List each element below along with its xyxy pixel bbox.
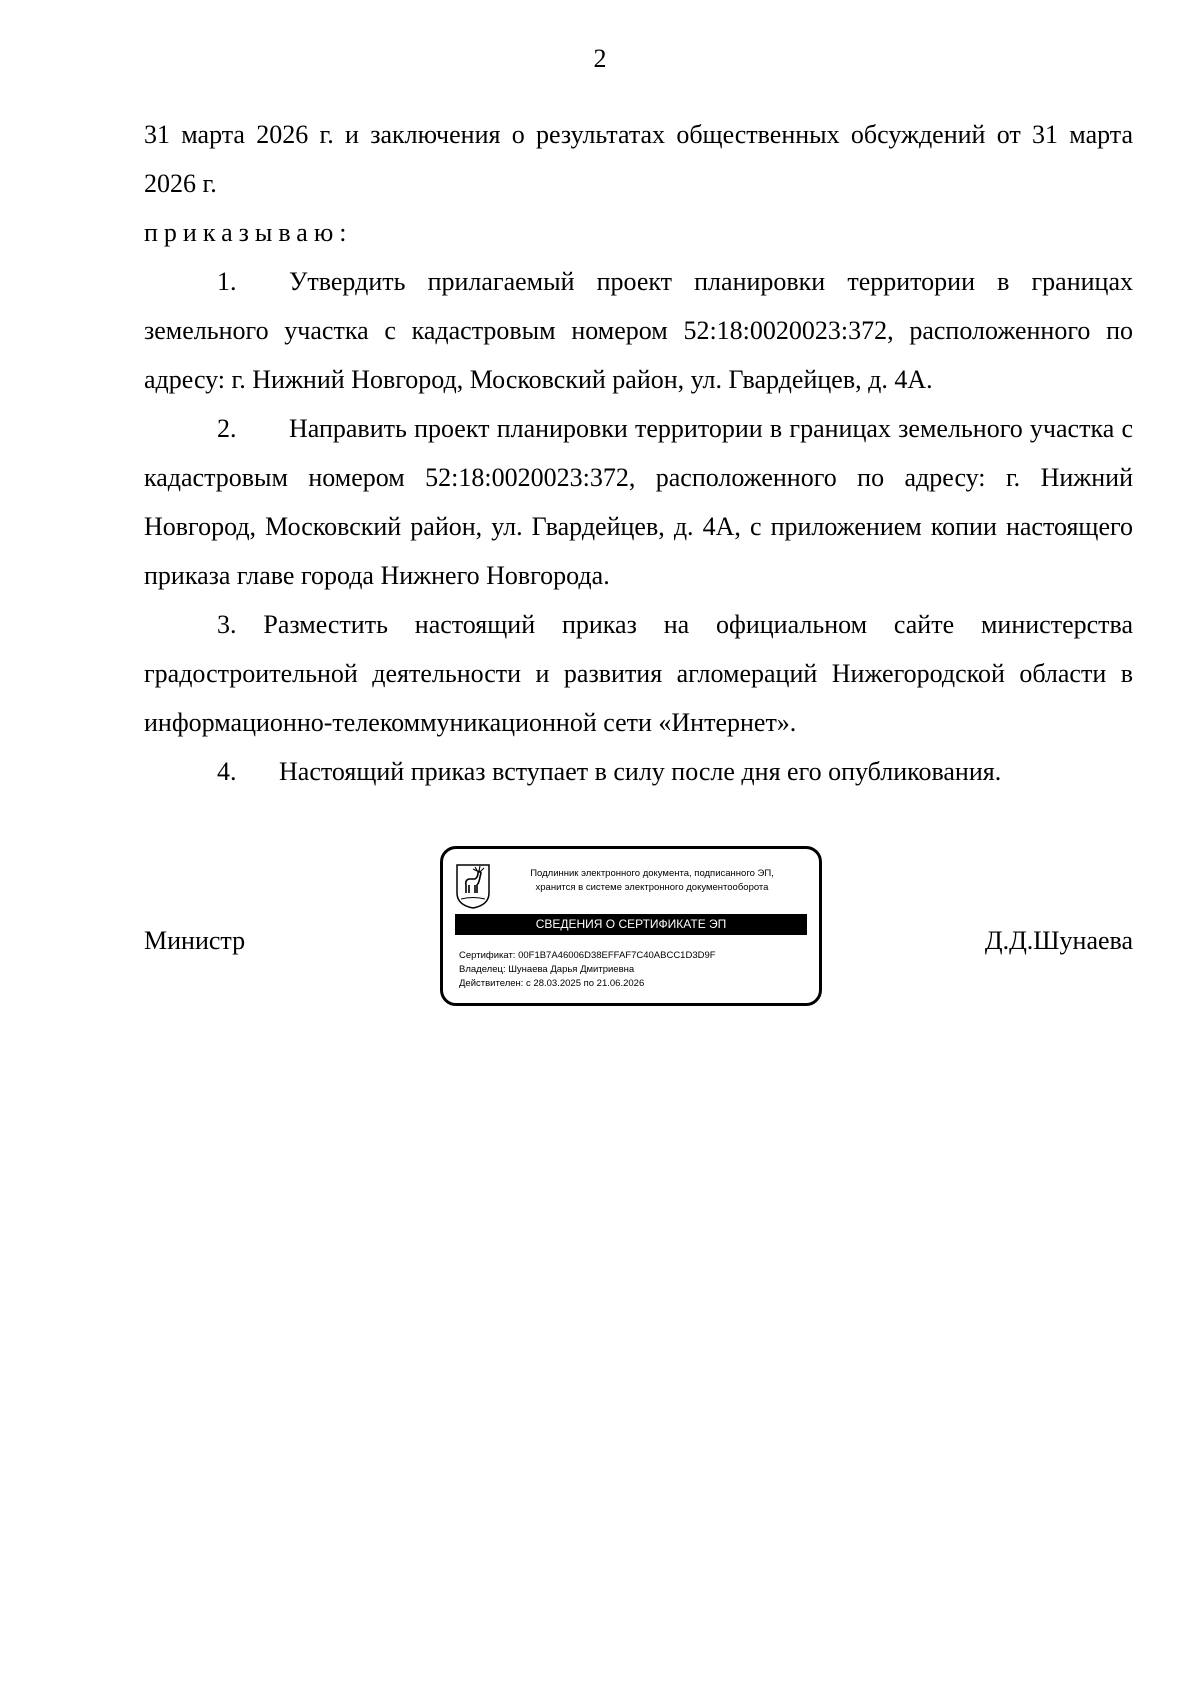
item-2-text: Направить проект планировки территории в границах земельного участка с кадастровым номером 52:18:0020023:372, расположенного по адресу: г. Нижний Новгород, Московский район, ул. Гвардейцев, д. 4А, с приложением копии настоящего приказа главе города Нижнего Новгорода.	[144, 414, 1133, 590]
stamp-header-line-2: хранится в системе электронного документооборота	[535, 882, 769, 893]
item-4-text: Настоящий приказ вступает в силу после дня его опубликования.	[279, 757, 1002, 786]
signer-name: Д.Д.Шунаева	[984, 926, 1133, 955]
page-number: 2	[593, 44, 607, 73]
item-4	[144, 747, 1133, 796]
certificate-owner: Владелец: Шунаева Дарья Дмитриевна	[459, 964, 635, 975]
intro-paragraph: 31 марта 2026 г. и заключения о результатах общественных обсуждений от 31 марта 2026 г.	[144, 120, 1133, 198]
item-1-number: 1.	[217, 267, 237, 296]
signature-block	[144, 846, 1133, 1016]
item-4-number: 4.	[217, 757, 237, 786]
stamp-details	[459, 949, 809, 991]
item-1	[144, 257, 1133, 404]
deer-emblem-icon	[455, 863, 491, 909]
order-word: приказываю:	[144, 218, 353, 247]
stamp-header-line-1: Подлинник электронного документа, подписанного ЭП,	[530, 868, 774, 879]
certificate-number: Сертификат: 00F1B7A46006D38EFFAF7C40ABCC1D3D9F	[459, 950, 716, 961]
item-2-number: 2.	[217, 414, 237, 443]
stamp-header	[495, 867, 809, 895]
item-2	[144, 404, 1133, 600]
electronic-signature-stamp	[440, 846, 822, 1006]
stamp-title-bar: СВЕДЕНИЯ О СЕРТИФИКАТЕ ЭП	[455, 914, 807, 935]
certificate-validity: Действителен: с 28.03.2025 по 21.06.2026	[459, 978, 645, 989]
document-body	[144, 110, 1133, 796]
signer-position: Министр	[144, 926, 246, 955]
item-1-text: Утвердить прилагаемый проект планировки территории в границах земельного участка с кадастровым номером 52:18:0020023:372, расположенного по адресу: г. Нижний Новгород, Московский район, ул. Гвардейцев, д. 4А.	[144, 267, 1133, 394]
item-3: 3. Разместить настоящий приказ на официальном сайте министерства градостроительной деятельности и развития агломераций Нижегородской области в информационно-телекоммуникационной сети «Интернет».	[144, 610, 1133, 737]
